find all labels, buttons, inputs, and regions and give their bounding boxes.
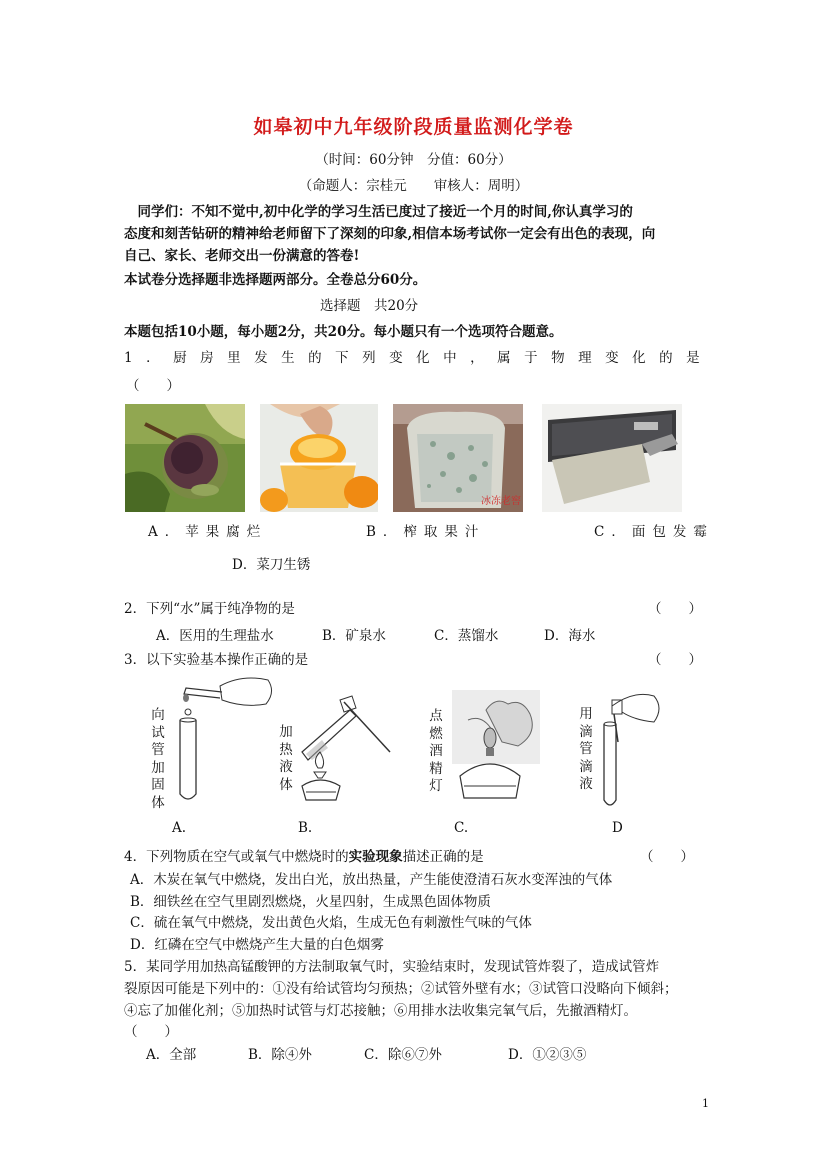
q3-option-a: A. [172, 820, 187, 836]
q4-stem-emphasis: 实验现象 [348, 849, 403, 865]
add-solid-to-tube-figure [172, 668, 282, 808]
q4-option-c: C．硫在氧气中燃烧，发出黄色火焰，生成无色有刺激性气味的气体 [130, 915, 532, 931]
fig-b-label: 加热液体 [279, 724, 293, 793]
q3-option-b: B. [298, 820, 313, 836]
juicer-photo [260, 404, 378, 512]
q2-answer-paren: （ ） [648, 601, 702, 617]
heat-liquid-figure [292, 690, 402, 810]
q1-stem: 1．厨房里发生的下列变化中，属于物理变化的是 [124, 350, 714, 366]
q2-option-d: D．海水 [544, 628, 596, 644]
fig-d-label: 用滴管滴液 [579, 706, 593, 792]
q4-option-a: A．木炭在氧气中燃烧，发出白光，放出热量，产生能使澄清石灰水变浑浊的气体 [130, 872, 613, 888]
q1-option-d: D．菜刀生锈 [232, 557, 311, 573]
q5-stem-line-3: ④忘了加催化剂；⑤加热时试管与灯芯接触；⑥用排水法收集完氧气后，先撤酒精灯。 [124, 1003, 637, 1019]
rotten-apple-photo [125, 404, 245, 512]
exam-structure: 本试卷分选择题非选择题两部分。全卷总分60分。 [124, 272, 427, 288]
q2-option-b: B．矿泉水 [322, 628, 386, 644]
exam-time-score: （时间：60分钟 分值：60分） [315, 152, 512, 168]
intro-line-1: 同学们：不知不觉中,初中化学的学习生活已度过了接近一个月的时间,你认真学习的 [124, 204, 633, 220]
q4-option-d: D．红磷在空气中燃烧产生大量的白色烟雾 [130, 937, 384, 953]
q2-stem: 2．下列“水”属于纯净物的是 [124, 601, 295, 617]
section-description: 本题包括10小题，每小题2分，共20分。每小题只有一个选项符合题意。 [124, 324, 563, 340]
q3-option-d: D [612, 820, 623, 836]
q1-option-a: A．苹果腐烂 [148, 524, 268, 540]
q5-stem-line-1: 5．某同学用加热高锰酸钾的方法制取氧气时，实验结束时，发现试管炸裂了，造成试管炸 [124, 959, 660, 975]
section-title: 选择题 共20分 [320, 298, 419, 314]
photo-watermark: 冰冻老窖 [481, 496, 521, 507]
q4-stem [124, 845, 484, 865]
q5-option-a: A．全部 [146, 1047, 197, 1063]
q2-option-c: C．蒸馏水 [434, 628, 499, 644]
q1-option-b: B．榨取果汁 [366, 524, 486, 540]
page-number: 1 [702, 1097, 709, 1110]
q1-answer-paren: （ ） [126, 378, 180, 394]
q5-answer-paren: （ ） [124, 1024, 178, 1040]
intro-line-2: 态度和刻苦钻研的精神给老师留下了深刻的印象,相信本场考试你一定会有出色的表现，向 [124, 226, 656, 242]
q4-stem-post: 描述正确的是 [402, 849, 484, 865]
light-alcohol-lamp-figure [446, 690, 546, 812]
q3-stem: 3．以下实验基本操作正确的是 [124, 652, 309, 668]
kitchen-knife-photo [542, 404, 682, 512]
q3-answer-paren: （ ） [648, 652, 702, 668]
q4-option-b: B．细铁丝在空气里剧烈燃烧，火星四射，生成黑色固体物质 [130, 894, 491, 910]
fig-a-label: 向试管加固体 [151, 707, 165, 811]
q3-option-c: C. [454, 820, 469, 836]
moldy-bread-photo [393, 404, 523, 512]
q5-stem-line-2: 裂原因可能是下列中的：①没有给试管均匀预热；②试管外壁有水；③试管口没略向下倾斜； [124, 981, 678, 997]
exam-authors: （命题人：宗桂元 审核人：周明） [298, 178, 529, 194]
intro-line-3: 自己、家长、老师交出一份满意的答卷! [124, 248, 360, 264]
q5-option-b: B．除④外 [248, 1047, 312, 1063]
q4-answer-paren: （ ） [640, 849, 694, 865]
q5-option-c: C．除⑥⑦外 [364, 1047, 442, 1063]
q4-stem-pre: 4．下列物质在空气或氧气中燃烧时的 [124, 849, 349, 865]
q1-option-c: C．面包发霉 [594, 524, 714, 540]
q5-option-d: D．①②③⑤ [508, 1047, 587, 1063]
exam-title: 如皋初中九年级阶段质量监测化学卷 [253, 116, 574, 138]
dropper-figure [594, 682, 672, 814]
fig-c-label: 点燃酒精灯 [429, 708, 443, 794]
q2-option-a: A．医用的生理盐水 [156, 628, 274, 644]
